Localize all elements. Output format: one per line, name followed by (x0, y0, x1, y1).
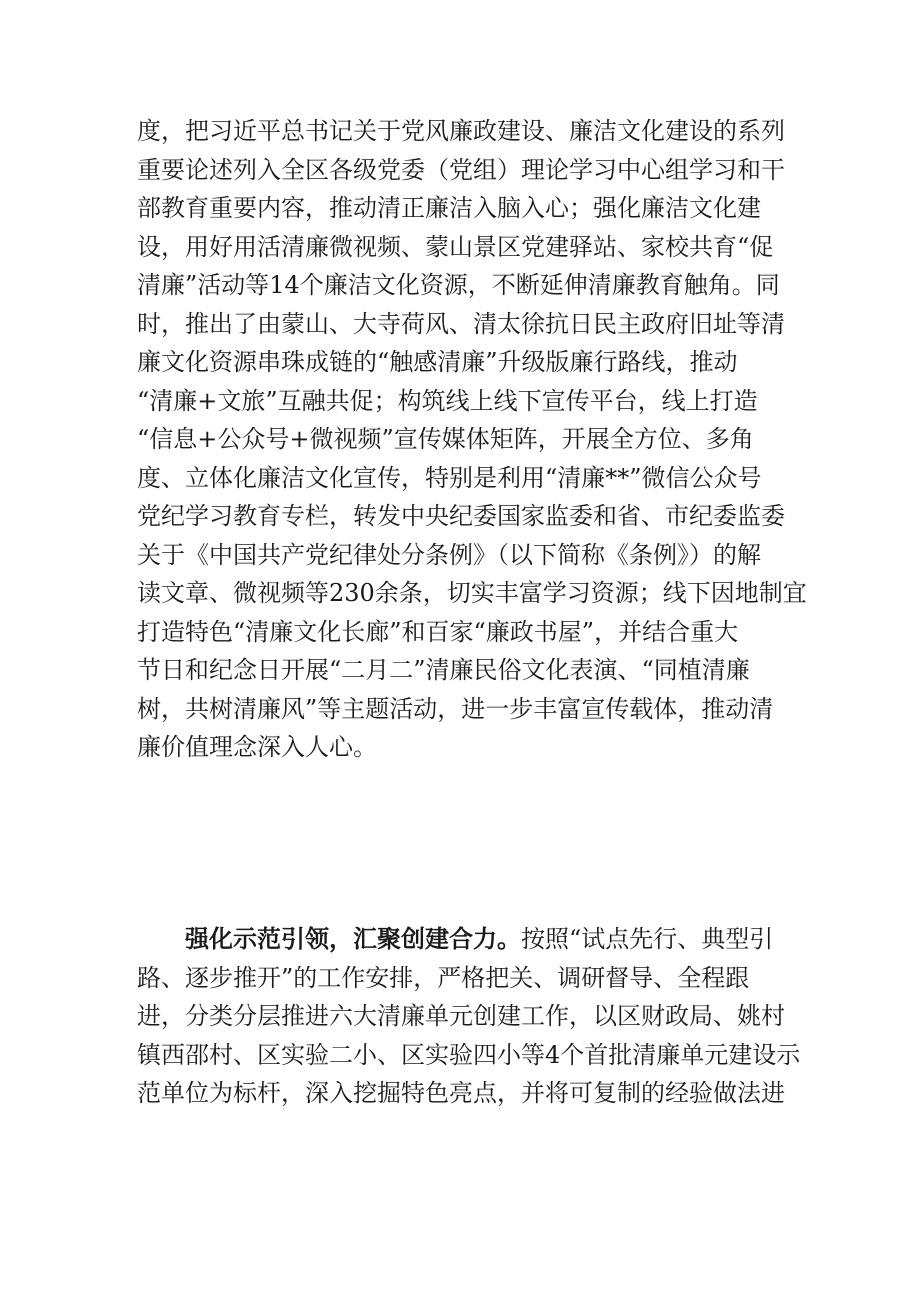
paragraph-line: 时，推出了由蒙山、大寺荷风、清太徐抗日民主政府旧址等清 (137, 309, 785, 338)
paragraph-line: 廉文化资源串珠成链的“触感清廉”升级版廉行路线，推动 (137, 348, 738, 376)
paragraph-line: 树，共树清廉风”等主题活动，进一步丰富宣传载体，推动清 (137, 694, 774, 723)
indent-spacer (137, 925, 185, 953)
paragraph-line: 设，用好用活清廉微视频、蒙山景区党建驿站、家校共育“促 (137, 232, 774, 261)
body-paragraph (137, 112, 807, 767)
paragraph-line: 范单位为标杆，深入挖掘特色亮点，并将可复制的经验做法进 (137, 1079, 785, 1107)
paragraph-line: “信息+公众号+微视频”宣传媒体矩阵，开展全方位、多角 (137, 425, 754, 453)
paragraph-line: 重要论述列入全区各级党委（党组）理论学习中心组学习和干 (137, 155, 785, 184)
paragraph-text: 按照“试点先行、典型引 (521, 925, 774, 953)
paragraph-line: 关于《中国共产党纪律处分条例》（以下简称《条例》）的解 (137, 540, 761, 569)
paragraph-line: 读文章、微视频等230余条，切实丰富学习资源；线下因地制宜 (137, 579, 807, 607)
paragraph-line: 度、立体化廉洁文化宣传，特别是利用“清廉**”微信公众号 (137, 463, 762, 492)
paragraph-line: 路、逐步推开”的工作安排，严格把关、调研督导、全程跟 (137, 963, 750, 992)
paragraph-line: 镇西邵村、区实验二小、区实验四小等4个首批清廉单元建设示 (137, 1040, 801, 1069)
paragraph-line: 度，把习近平总书记关于党风廉政建设、廉洁文化建设的系列 (137, 117, 785, 145)
paragraph-line: 打造特色“清廉文化长廊”和百家“廉政书屋”，并结合重大 (137, 617, 739, 646)
paragraph-line: 进，分类分层推进六大清廉单元创建工作，以区财政局、姚村 (137, 1002, 785, 1030)
body-paragraph (137, 920, 801, 1113)
paragraph-line: 党纪学习教育专栏，转发中央纪委国家监委和省、市纪委监委 (137, 502, 785, 530)
paragraph-line: 部教育重要内容，推动清正廉洁入脑入心；强化廉洁文化建 (137, 194, 761, 222)
paragraph-line: “清廉+文旅”互融共促；构筑线上线下宣传平台，线上打造 (137, 386, 758, 415)
paragraph-line: 廉价值理念深入人心。 (137, 733, 377, 761)
paragraph-first-line (137, 920, 787, 959)
paragraph-heading: 强化示范引领，汇聚创建合力。 (185, 924, 521, 953)
paragraph-line: 节日和纪念日开展“二月二”清廉民俗文化表演、“同植清廉 (137, 656, 750, 684)
paragraph-line: 清廉”活动等14个廉洁文化资源，不断延伸清廉教育触角。同 (137, 271, 780, 299)
